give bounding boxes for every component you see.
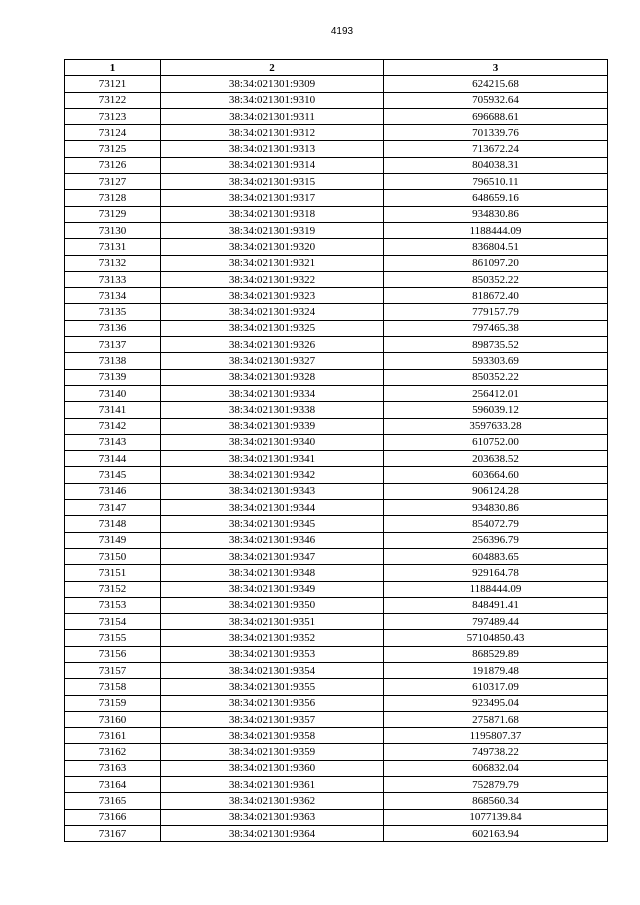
row-number-cell: 73158 bbox=[65, 679, 161, 695]
row-number-cell: 73144 bbox=[65, 451, 161, 467]
cadastral-number-cell: 38:34:021301:9322 bbox=[161, 271, 384, 287]
cadastral-number-cell: 38:34:021301:9311 bbox=[161, 108, 384, 124]
cadastral-number-cell: 38:34:021301:9314 bbox=[161, 157, 384, 173]
row-number-cell: 73132 bbox=[65, 255, 161, 271]
cadastral-number-cell: 38:34:021301:9319 bbox=[161, 222, 384, 238]
cadastral-number-cell: 38:34:021301:9318 bbox=[161, 206, 384, 222]
row-number-cell: 73146 bbox=[65, 483, 161, 499]
value-cell: 868560.34 bbox=[384, 793, 608, 809]
cadastral-number-cell: 38:34:021301:9321 bbox=[161, 255, 384, 271]
table-row bbox=[65, 793, 608, 809]
value-cell: 929164.78 bbox=[384, 565, 608, 581]
cadastral-number-cell: 38:34:021301:9325 bbox=[161, 320, 384, 336]
cadastral-number-cell: 38:34:021301:9338 bbox=[161, 402, 384, 418]
value-cell: 713672.24 bbox=[384, 141, 608, 157]
value-cell: 797465.38 bbox=[384, 320, 608, 336]
value-cell: 861097.20 bbox=[384, 255, 608, 271]
value-cell: 923495.04 bbox=[384, 695, 608, 711]
registry-table bbox=[64, 59, 608, 842]
value-cell: 3597633.28 bbox=[384, 418, 608, 434]
table-row bbox=[65, 516, 608, 532]
table-row bbox=[65, 467, 608, 483]
value-cell: 705932.64 bbox=[384, 92, 608, 108]
value-cell: 603664.60 bbox=[384, 467, 608, 483]
cadastral-number-cell: 38:34:021301:9343 bbox=[161, 483, 384, 499]
value-cell: 701339.76 bbox=[384, 125, 608, 141]
row-number-cell: 73131 bbox=[65, 239, 161, 255]
value-cell: 796510.11 bbox=[384, 174, 608, 190]
value-cell: 610752.00 bbox=[384, 434, 608, 450]
value-cell: 779157.79 bbox=[384, 304, 608, 320]
value-cell: 191879.48 bbox=[384, 662, 608, 678]
table-row bbox=[65, 304, 608, 320]
value-cell: 749738.22 bbox=[384, 744, 608, 760]
cadastral-number-cell: 38:34:021301:9339 bbox=[161, 418, 384, 434]
value-cell: 610317.09 bbox=[384, 679, 608, 695]
value-cell: 934830.86 bbox=[384, 206, 608, 222]
table-row bbox=[65, 662, 608, 678]
table-row bbox=[65, 288, 608, 304]
value-cell: 203638.52 bbox=[384, 451, 608, 467]
row-number-cell: 73166 bbox=[65, 809, 161, 825]
header-cell-1: 1 bbox=[65, 60, 161, 76]
cadastral-number-cell: 38:34:021301:9357 bbox=[161, 711, 384, 727]
table-body bbox=[65, 76, 608, 842]
table-row bbox=[65, 92, 608, 108]
value-cell: 1188444.09 bbox=[384, 222, 608, 238]
row-number-cell: 73161 bbox=[65, 728, 161, 744]
value-cell: 850352.22 bbox=[384, 271, 608, 287]
value-cell: 854072.79 bbox=[384, 516, 608, 532]
row-number-cell: 73149 bbox=[65, 532, 161, 548]
table-row bbox=[65, 271, 608, 287]
row-number-cell: 73136 bbox=[65, 320, 161, 336]
row-number-cell: 73141 bbox=[65, 402, 161, 418]
value-cell: 648659.16 bbox=[384, 190, 608, 206]
row-number-cell: 73139 bbox=[65, 369, 161, 385]
row-number-cell: 73140 bbox=[65, 385, 161, 401]
row-number-cell: 73157 bbox=[65, 662, 161, 678]
row-number-cell: 73123 bbox=[65, 108, 161, 124]
cadastral-number-cell: 38:34:021301:9346 bbox=[161, 532, 384, 548]
cadastral-number-cell: 38:34:021301:9363 bbox=[161, 809, 384, 825]
cadastral-number-cell: 38:34:021301:9349 bbox=[161, 581, 384, 597]
table-row bbox=[65, 174, 608, 190]
row-number-cell: 73143 bbox=[65, 434, 161, 450]
cadastral-number-cell: 38:34:021301:9334 bbox=[161, 385, 384, 401]
table-row bbox=[65, 451, 608, 467]
table-row bbox=[65, 695, 608, 711]
value-cell: 934830.86 bbox=[384, 500, 608, 516]
cadastral-number-cell: 38:34:021301:9361 bbox=[161, 777, 384, 793]
cadastral-number-cell: 38:34:021301:9356 bbox=[161, 695, 384, 711]
row-number-cell: 73153 bbox=[65, 597, 161, 613]
cadastral-number-cell: 38:34:021301:9324 bbox=[161, 304, 384, 320]
table-row bbox=[65, 728, 608, 744]
cadastral-number-cell: 38:34:021301:9345 bbox=[161, 516, 384, 532]
row-number-cell: 73121 bbox=[65, 76, 161, 92]
table-header bbox=[65, 60, 608, 76]
header-row bbox=[65, 60, 608, 76]
value-cell: 1195807.37 bbox=[384, 728, 608, 744]
value-cell: 57104850.43 bbox=[384, 630, 608, 646]
cadastral-number-cell: 38:34:021301:9364 bbox=[161, 825, 384, 841]
table-row bbox=[65, 190, 608, 206]
value-cell: 596039.12 bbox=[384, 402, 608, 418]
cadastral-number-cell: 38:34:021301:9309 bbox=[161, 76, 384, 92]
table-row bbox=[65, 679, 608, 695]
value-cell: 797489.44 bbox=[384, 614, 608, 630]
table-row bbox=[65, 614, 608, 630]
row-number-cell: 73163 bbox=[65, 760, 161, 776]
row-number-cell: 73126 bbox=[65, 157, 161, 173]
row-number-cell: 73145 bbox=[65, 467, 161, 483]
cadastral-number-cell: 38:34:021301:9360 bbox=[161, 760, 384, 776]
row-number-cell: 73151 bbox=[65, 565, 161, 581]
cadastral-number-cell: 38:34:021301:9362 bbox=[161, 793, 384, 809]
value-cell: 906124.28 bbox=[384, 483, 608, 499]
table-row bbox=[65, 548, 608, 564]
value-cell: 256396.79 bbox=[384, 532, 608, 548]
row-number-cell: 73159 bbox=[65, 695, 161, 711]
value-cell: 848491.41 bbox=[384, 597, 608, 613]
row-number-cell: 73135 bbox=[65, 304, 161, 320]
value-cell: 898735.52 bbox=[384, 337, 608, 353]
table-row bbox=[65, 369, 608, 385]
row-number-cell: 73164 bbox=[65, 777, 161, 793]
table-row bbox=[65, 385, 608, 401]
value-cell: 752879.79 bbox=[384, 777, 608, 793]
value-cell: 818672.40 bbox=[384, 288, 608, 304]
cadastral-number-cell: 38:34:021301:9341 bbox=[161, 451, 384, 467]
cadastral-number-cell: 38:34:021301:9310 bbox=[161, 92, 384, 108]
table-row bbox=[65, 108, 608, 124]
row-number-cell: 73128 bbox=[65, 190, 161, 206]
value-cell: 804038.31 bbox=[384, 157, 608, 173]
table-row bbox=[65, 141, 608, 157]
table-row bbox=[65, 565, 608, 581]
table-row bbox=[65, 402, 608, 418]
row-number-cell: 73122 bbox=[65, 92, 161, 108]
row-number-cell: 73134 bbox=[65, 288, 161, 304]
cadastral-number-cell: 38:34:021301:9347 bbox=[161, 548, 384, 564]
cadastral-number-cell: 38:34:021301:9323 bbox=[161, 288, 384, 304]
table-row bbox=[65, 206, 608, 222]
table-row bbox=[65, 483, 608, 499]
row-number-cell: 73148 bbox=[65, 516, 161, 532]
row-number-cell: 73154 bbox=[65, 614, 161, 630]
table-row bbox=[65, 744, 608, 760]
cadastral-number-cell: 38:34:021301:9353 bbox=[161, 646, 384, 662]
row-number-cell: 73137 bbox=[65, 337, 161, 353]
row-number-cell: 73162 bbox=[65, 744, 161, 760]
value-cell: 868529.89 bbox=[384, 646, 608, 662]
row-number-cell: 73138 bbox=[65, 353, 161, 369]
cadastral-number-cell: 38:34:021301:9352 bbox=[161, 630, 384, 646]
cadastral-number-cell: 38:34:021301:9317 bbox=[161, 190, 384, 206]
value-cell: 836804.51 bbox=[384, 239, 608, 255]
cadastral-number-cell: 38:34:021301:9354 bbox=[161, 662, 384, 678]
cadastral-number-cell: 38:34:021301:9355 bbox=[161, 679, 384, 695]
table-row bbox=[65, 239, 608, 255]
cadastral-number-cell: 38:34:021301:9313 bbox=[161, 141, 384, 157]
value-cell: 624215.68 bbox=[384, 76, 608, 92]
cadastral-number-cell: 38:34:021301:9342 bbox=[161, 467, 384, 483]
cadastral-number-cell: 38:34:021301:9359 bbox=[161, 744, 384, 760]
cadastral-number-cell: 38:34:021301:9344 bbox=[161, 500, 384, 516]
table-row bbox=[65, 320, 608, 336]
row-number-cell: 73152 bbox=[65, 581, 161, 597]
row-number-cell: 73125 bbox=[65, 141, 161, 157]
row-number-cell: 73127 bbox=[65, 174, 161, 190]
cadastral-number-cell: 38:34:021301:9340 bbox=[161, 434, 384, 450]
cadastral-number-cell: 38:34:021301:9328 bbox=[161, 369, 384, 385]
cadastral-number-cell: 38:34:021301:9327 bbox=[161, 353, 384, 369]
header-cell-3: 3 bbox=[384, 60, 608, 76]
table-row bbox=[65, 222, 608, 238]
cadastral-number-cell: 38:34:021301:9326 bbox=[161, 337, 384, 353]
table-row bbox=[65, 630, 608, 646]
value-cell: 1188444.09 bbox=[384, 581, 608, 597]
table-row bbox=[65, 255, 608, 271]
table-row bbox=[65, 711, 608, 727]
row-number-cell: 73124 bbox=[65, 125, 161, 141]
table-row bbox=[65, 125, 608, 141]
cadastral-number-cell: 38:34:021301:9312 bbox=[161, 125, 384, 141]
value-cell: 606832.04 bbox=[384, 760, 608, 776]
table-row bbox=[65, 434, 608, 450]
row-number-cell: 73130 bbox=[65, 222, 161, 238]
row-number-cell: 73147 bbox=[65, 500, 161, 516]
table-row bbox=[65, 353, 608, 369]
table-row bbox=[65, 809, 608, 825]
value-cell: 696688.61 bbox=[384, 108, 608, 124]
cadastral-number-cell: 38:34:021301:9348 bbox=[161, 565, 384, 581]
value-cell: 256412.01 bbox=[384, 385, 608, 401]
table-row bbox=[65, 646, 608, 662]
table-row bbox=[65, 825, 608, 841]
page-number: 4193 bbox=[330, 26, 354, 37]
cadastral-number-cell: 38:34:021301:9320 bbox=[161, 239, 384, 255]
row-number-cell: 73167 bbox=[65, 825, 161, 841]
header-cell-2: 2 bbox=[161, 60, 384, 76]
table-row bbox=[65, 532, 608, 548]
table-row bbox=[65, 76, 608, 92]
table-row bbox=[65, 500, 608, 516]
table-row bbox=[65, 157, 608, 173]
row-number-cell: 73156 bbox=[65, 646, 161, 662]
value-cell: 1077139.84 bbox=[384, 809, 608, 825]
cadastral-number-cell: 38:34:021301:9358 bbox=[161, 728, 384, 744]
cadastral-number-cell: 38:34:021301:9351 bbox=[161, 614, 384, 630]
table-row bbox=[65, 760, 608, 776]
value-cell: 850352.22 bbox=[384, 369, 608, 385]
table-row bbox=[65, 581, 608, 597]
value-cell: 602163.94 bbox=[384, 825, 608, 841]
table-row bbox=[65, 418, 608, 434]
value-cell: 604883.65 bbox=[384, 548, 608, 564]
cadastral-number-cell: 38:34:021301:9315 bbox=[161, 174, 384, 190]
row-number-cell: 73142 bbox=[65, 418, 161, 434]
value-cell: 593303.69 bbox=[384, 353, 608, 369]
row-number-cell: 73150 bbox=[65, 548, 161, 564]
value-cell: 275871.68 bbox=[384, 711, 608, 727]
row-number-cell: 73165 bbox=[65, 793, 161, 809]
table-row bbox=[65, 777, 608, 793]
table-row bbox=[65, 597, 608, 613]
row-number-cell: 73160 bbox=[65, 711, 161, 727]
row-number-cell: 73129 bbox=[65, 206, 161, 222]
row-number-cell: 73155 bbox=[65, 630, 161, 646]
table-row bbox=[65, 337, 608, 353]
cadastral-number-cell: 38:34:021301:9350 bbox=[161, 597, 384, 613]
row-number-cell: 73133 bbox=[65, 271, 161, 287]
